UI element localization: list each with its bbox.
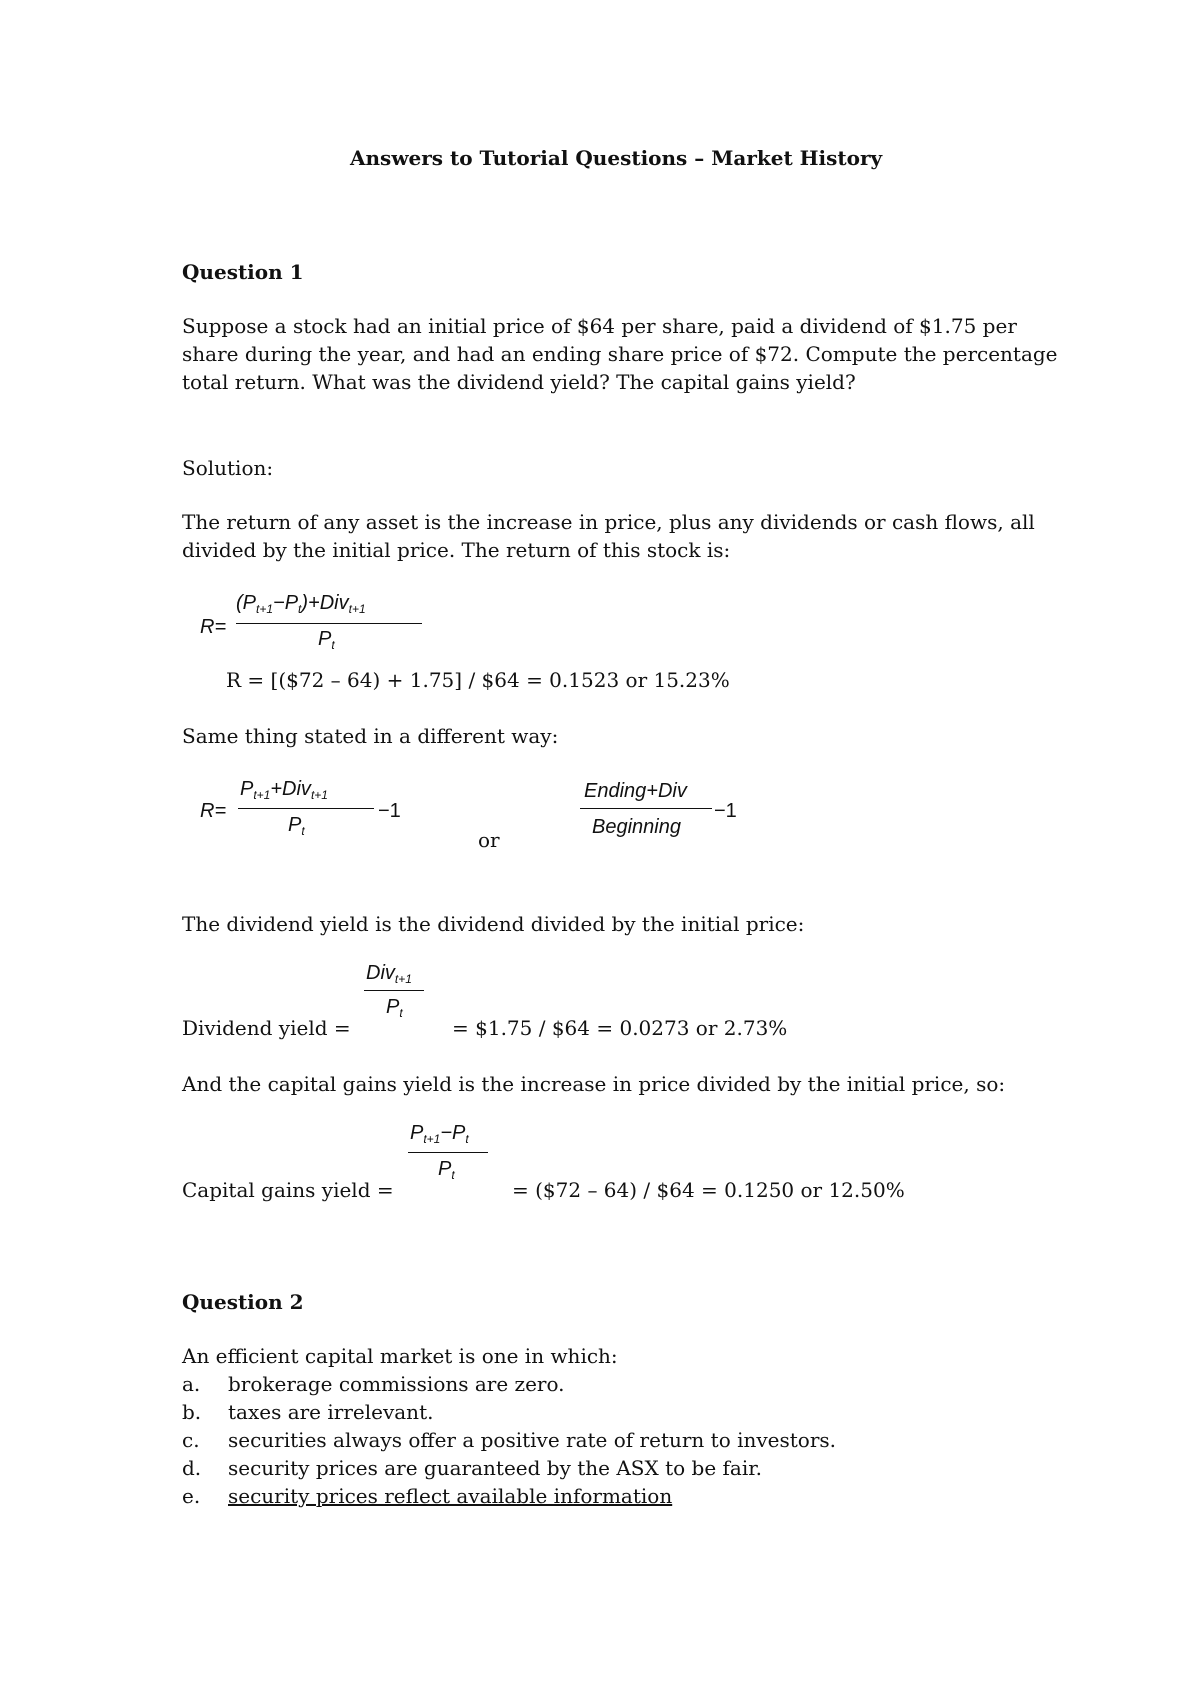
dividend-yield-calc: = $1.75 / $64 = 0.0273 or 2.73% [452, 1016, 788, 1040]
alt-return-formula-2 [580, 778, 760, 848]
option-b-text: taxes are irrelevant. [228, 1400, 434, 1424]
question-2-heading: Question 2 [182, 1290, 304, 1314]
return-formula [200, 590, 460, 660]
question-1-heading: Question 1 [182, 260, 304, 284]
fraction-bar [236, 623, 422, 624]
formula-denominator: $P_t$ [318, 628, 335, 652]
question-2-stem: An efficient capital market is one in which: [182, 1344, 618, 1368]
question-1-prompt-line-2: share during the year, and had an ending share price of $72. Compute the percentage [182, 342, 1058, 366]
option-c-letter: c. [182, 1428, 200, 1452]
document-title: Answers to Tutorial Questions – Market History [350, 146, 883, 170]
same-thing-line: Same thing stated in a different way: [182, 724, 559, 748]
fraction-bar [408, 1152, 488, 1153]
beginning-denominator: Beginning [592, 816, 681, 838]
formula-lhs: R= [200, 616, 227, 638]
formula2-denominator: $P_t$ [288, 814, 305, 838]
option-e-letter: e. [182, 1484, 201, 1508]
fraction-bar [580, 808, 712, 809]
solution-label: Solution: [182, 456, 274, 480]
dividend-yield-label: Dividend yield = [182, 1016, 351, 1040]
option-a-text: brokerage commissions are zero. [228, 1372, 565, 1396]
option-d-text: security prices are guaranteed by the ASX to be fair. [228, 1456, 762, 1480]
dividend-yield-intro: The dividend yield is the dividend divided by the initial price: [182, 912, 805, 936]
calc-return: R = [($72 – 64) + 1.75] / $64 = 0.1523 or 15.23% [226, 668, 730, 692]
formula2-numerator: $P_{t+1}+Div_{t+1}$ [240, 778, 328, 802]
option-d-letter: d. [182, 1456, 202, 1480]
formula-numerator: $(P_{t+1}-P_t)+Div_{t+1}$ [236, 592, 366, 616]
capital-gains-label: Capital gains yield = [182, 1178, 394, 1202]
or-text: or [478, 828, 500, 852]
cg-numerator: $P_{t+1}-P_t$ [410, 1122, 469, 1146]
intro-line-1: The return of any asset is the increase in price, plus any dividends or cash flows, all [182, 510, 1035, 534]
capital-gains-intro: And the capital gains yield is the increase in price divided by the initial price, so: [182, 1072, 1006, 1096]
option-e-text-answer: security prices reflect available information [228, 1484, 673, 1508]
alt-minus-one: −1 [714, 800, 737, 822]
question-1-prompt-line-3: total return. What was the dividend yield? The capital gains yield? [182, 370, 856, 394]
fraction-bar [238, 808, 374, 809]
formula2-minus-one: −1 [378, 800, 401, 822]
dividend-yield-fraction [364, 962, 444, 1022]
question-1-prompt-line-1: Suppose a stock had an initial price of $64 per share, paid a dividend of $1.75 per [182, 314, 1017, 338]
alt-return-formula [200, 778, 400, 848]
option-c-text: securities always offer a positive rate of return to investors. [228, 1428, 837, 1452]
div-numerator: Div$_{t+1}$ [366, 962, 412, 986]
capital-gains-calc: = ($72 – 64) / $64 = 0.1250 or 12.50% [512, 1178, 905, 1202]
option-b-letter: b. [182, 1400, 202, 1424]
div-denominator: $P_t$ [386, 996, 403, 1020]
cg-denominator: $P_t$ [438, 1158, 455, 1182]
option-a-letter: a. [182, 1372, 201, 1396]
intro-line-2: divided by the initial price. The return of this stock is: [182, 538, 731, 562]
formula2-lhs: R= [200, 800, 227, 822]
fraction-bar [364, 990, 424, 991]
capital-gains-fraction [408, 1122, 498, 1182]
ending-div-numerator: Ending+Div [584, 780, 687, 802]
